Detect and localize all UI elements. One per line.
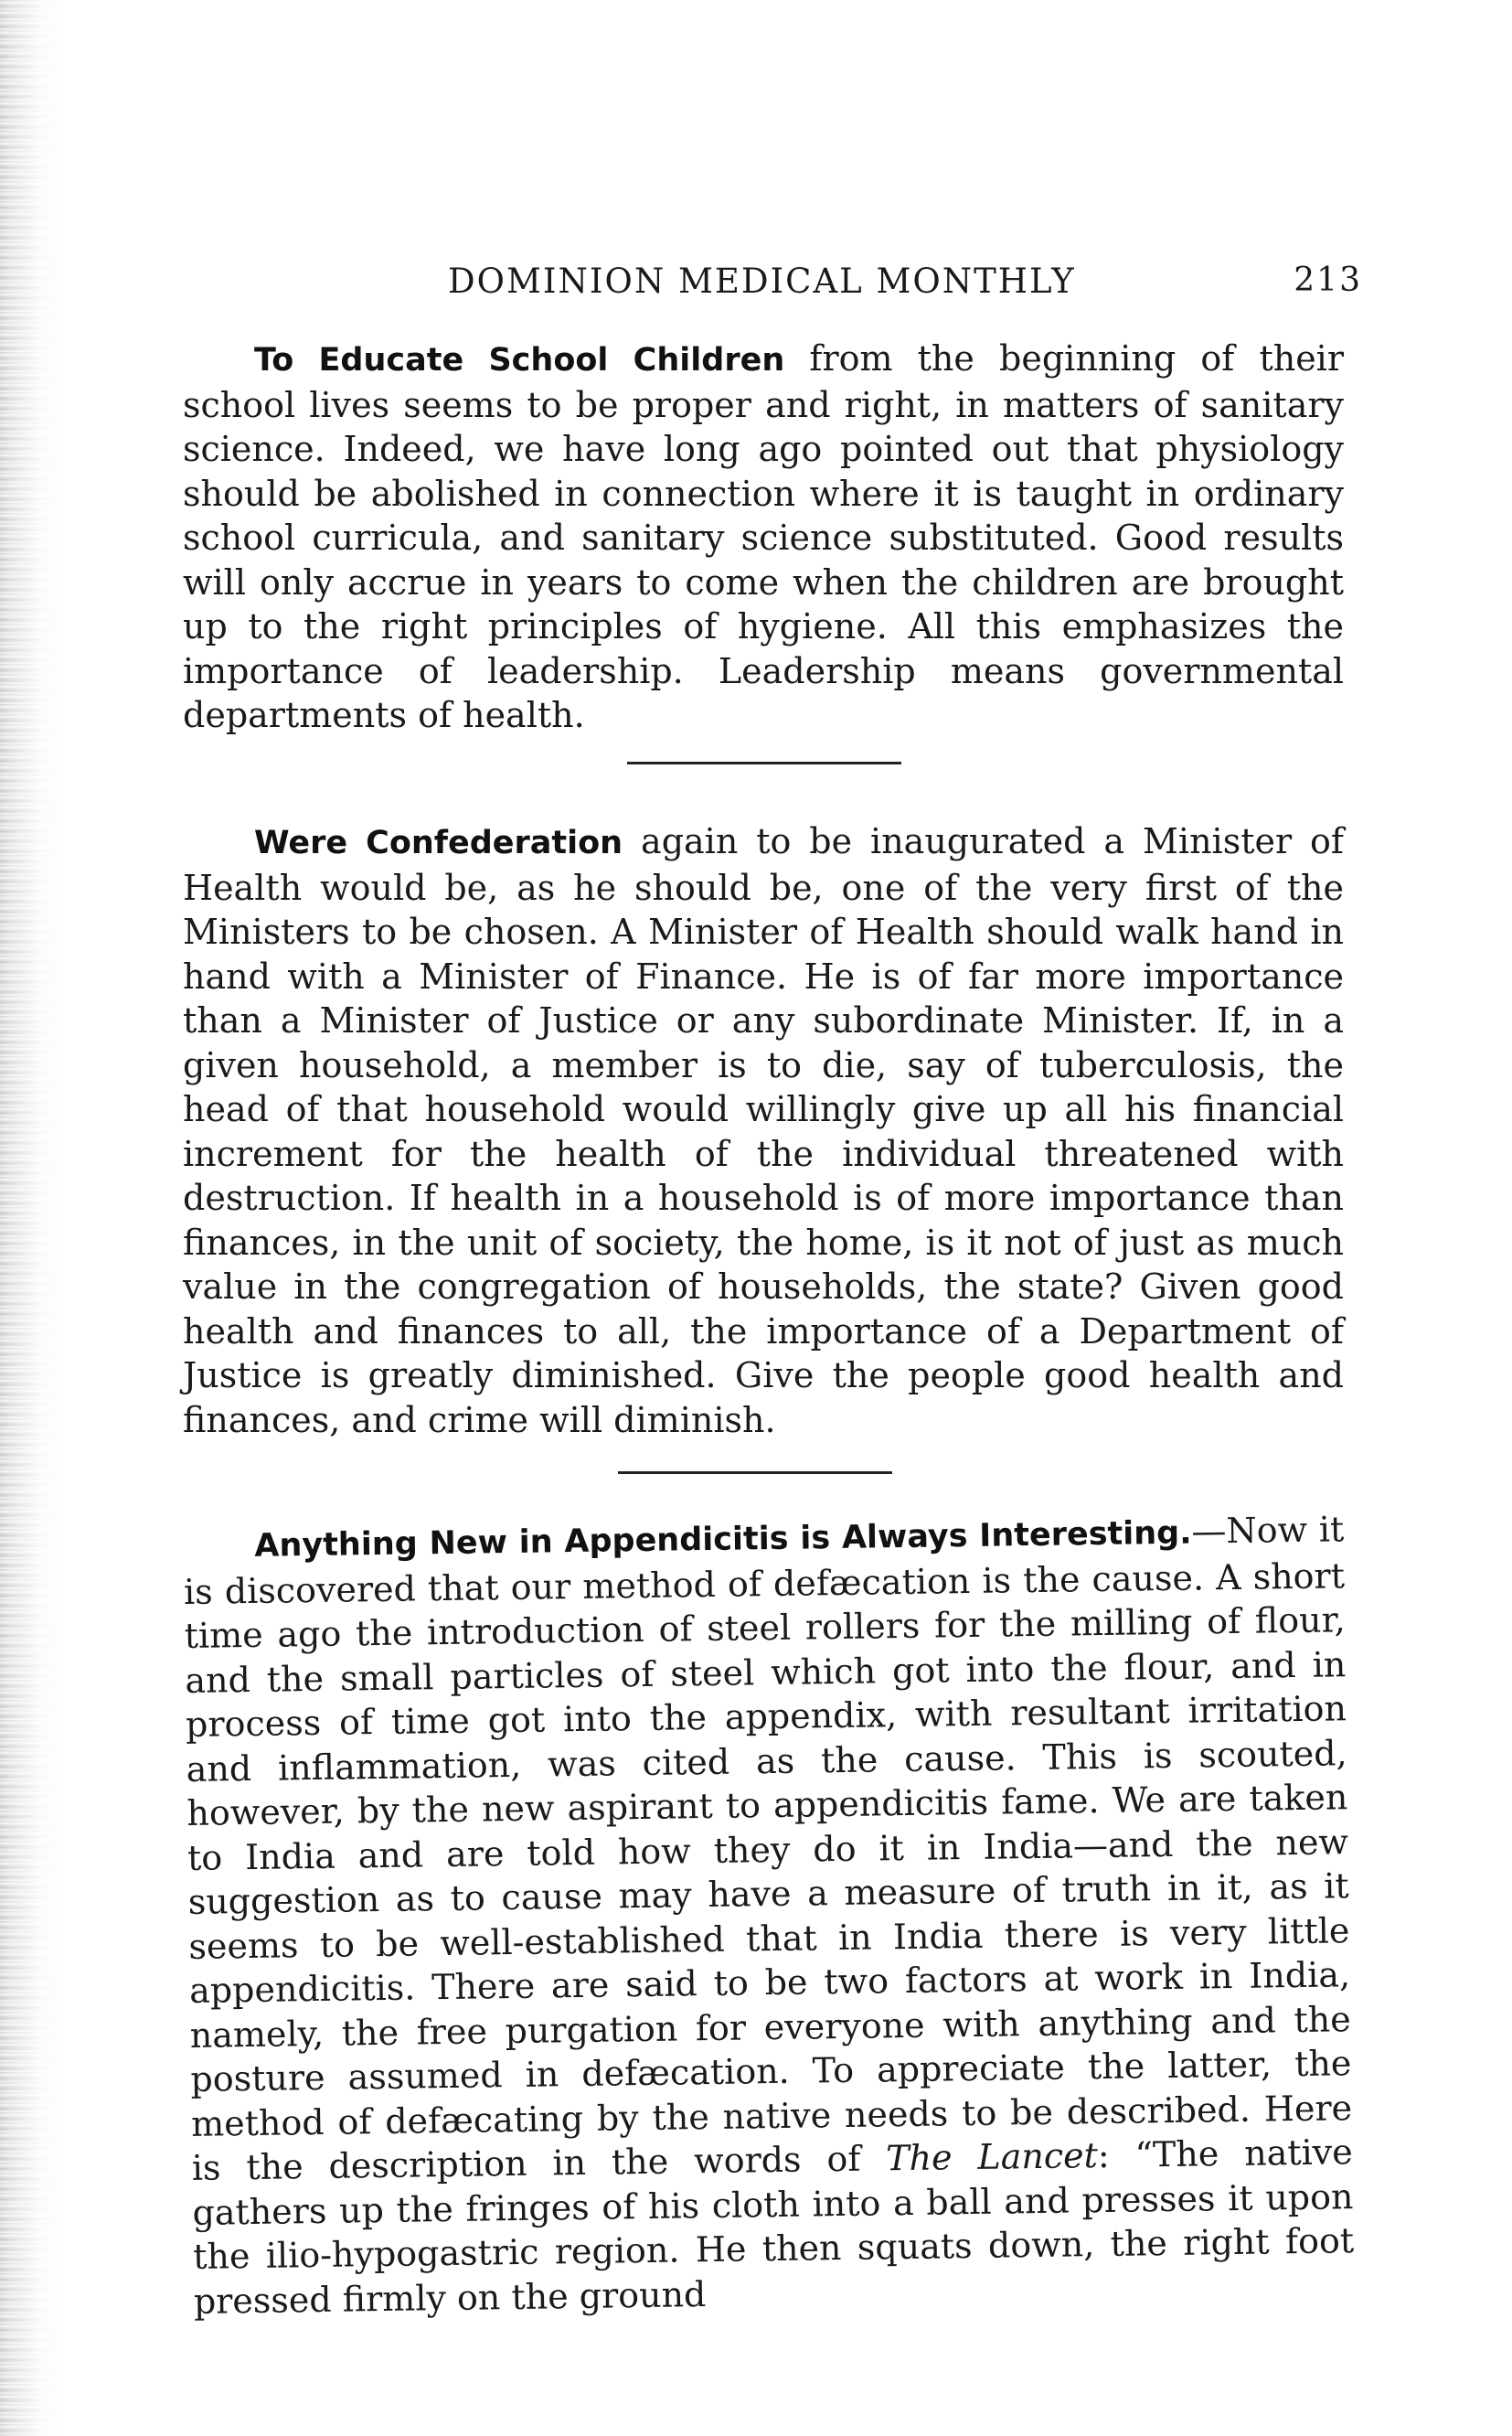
article-heading: Anything New in Appendicitis is Always Interesting. (254, 1514, 1192, 1565)
article-confederation (183, 819, 1344, 1442)
running-head (219, 262, 1362, 307)
journal-title: DOMINION MEDICAL MONTHLY (448, 262, 1076, 301)
article-body: from the beginning of their school lives seems to be proper and right, in matters of sanitary science. Indeed, we have long ago pointed out that physiology should be abolished in connection where it is taught in ordinary school curricula, and sanitary science substituted. Good results will only accrue in years to come when the children are brought up to the right principles of hygiene. All this emphasizes the importance of leadership. Leadership means governmental departments of health. (183, 338, 1344, 735)
article-heading: To Educate School Children (254, 342, 785, 379)
journal-citation: The Lancet (885, 2135, 1099, 2179)
article-school-children (183, 337, 1344, 738)
article-body: again to be inaugurated a Minister of Health would be, as he should be, one of the very first of the Ministers to be chosen. A Minister of Health should walk hand in hand with a Minister of Finance. He is of far more importance than a Minister of Justice or any subordinate Minister. If, in a given household, a member is to die, say of tuberculosis, the head of that household would willingly give up all his financial increment for the health of the individual threatened with destruction. If health in a household is of more importance than finances, in the unit of society, the home, is it not of just as much value in the congregation of households, the state? Given good health and finances to all, the importance of a Department of Justice is greatly diminished. Give the people good health and finances, and crime will diminish. (183, 821, 1344, 1440)
section-divider (627, 762, 901, 764)
section-divider (618, 1471, 892, 1474)
article-body: —Now it is discovered that our method of defæcation is the cause. A short time ago the introduction of steel rollers for the milling of flour, and the small particles of steel which got into the flour, and in process of time got into the appendix, with resultant irritation and inflammation, was cited as the cause. This is scouted, however, by the new aspirant to appendicitis fame. We are taken to India and are told how they do it in India—and the new suggestion as to cause may have a measure of truth in it, as it seems to be well-established that in India there is very little appendicitis. There are said to be two factors at work in India, namely, the free purgation for everyone with anything and the posture assumed in defæcation. To appreciate the latter, the method of defæcating by the native needs to be described. Here is the description in the words of (183, 1509, 1353, 2188)
article-heading: Were Confederation (254, 825, 623, 861)
article-body-continued: : “The native gathers up the fringes of his cloth into a ball and presses it upon the ilio-hypogastric region. He then squats down, the right foot pressed firmly on the ground (192, 2132, 1355, 2322)
scan-edge-shading (0, 0, 64, 2436)
page-number: 213 (1294, 262, 1362, 299)
article-appendicitis (183, 1507, 1355, 2324)
